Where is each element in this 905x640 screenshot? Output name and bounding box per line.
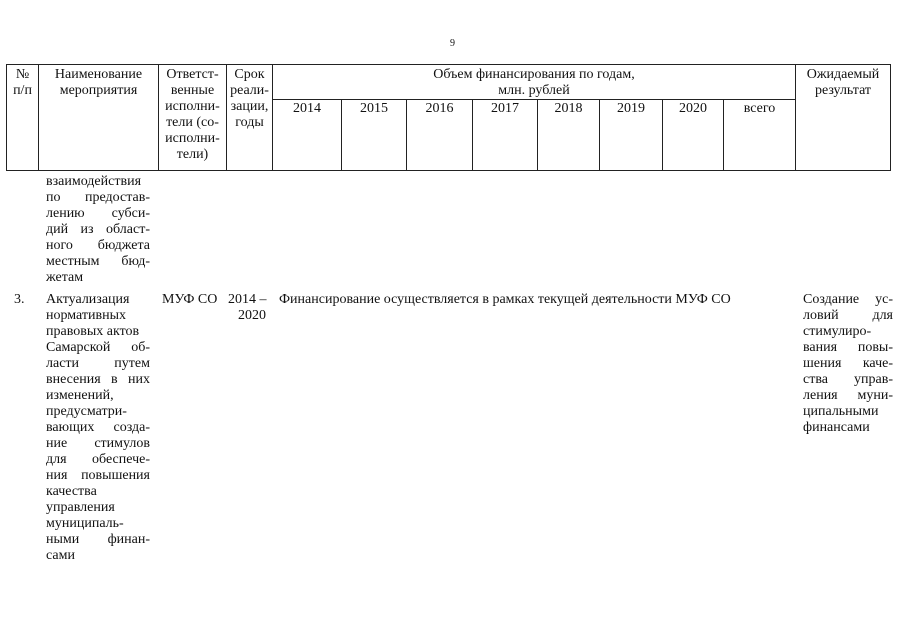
row-name	[46, 292, 150, 564]
header-responsible-line: Ответст-	[166, 67, 219, 82]
row-result-line: ства управ-	[803, 372, 893, 387]
row-name-line: для обеспече-	[46, 452, 150, 467]
continuation-line: по предостав-	[46, 190, 150, 205]
header-year: 2014	[293, 101, 321, 116]
header-year: 2015	[360, 101, 388, 116]
header-result-line: результат	[814, 83, 872, 98]
header-name-line: Наименование	[54, 67, 143, 82]
row-result-line: ловий для	[803, 308, 893, 323]
header-responsible-line: исполни-	[165, 99, 220, 114]
header-year: 2016	[425, 101, 454, 116]
row-result	[803, 292, 893, 436]
row-name-line: ными финан-	[46, 532, 150, 547]
header-number-line: п/п	[13, 83, 32, 98]
header-term	[227, 67, 272, 131]
row-result-line: ципальными	[803, 404, 879, 419]
row-result-line: шения каче-	[803, 356, 893, 371]
row-responsible: МУФ СО	[162, 292, 218, 307]
header-number	[7, 67, 38, 99]
row-name-line: Актуализация	[46, 292, 130, 307]
row-name-line: ласти путем	[46, 356, 150, 371]
row-name-line: предусматри-	[46, 404, 127, 419]
header-responsible	[159, 67, 226, 163]
header-funding-line: Объем финансирования по годам,	[433, 67, 635, 82]
row-name-line: вающих созда-	[46, 420, 150, 435]
row-name-line: Самарской об-	[46, 340, 150, 355]
continuation-line: ного бюджета	[46, 238, 150, 253]
row-name-line: изменений,	[46, 388, 114, 403]
row-name-line: сами	[46, 548, 75, 563]
row-result-line: стимулиро-	[803, 324, 872, 339]
header-year: 2019	[617, 101, 645, 116]
header-year: 2020	[679, 101, 707, 116]
row-name-line: качества	[46, 484, 97, 499]
row-name-line: ния повышения	[46, 468, 150, 483]
continuation-text	[46, 174, 150, 286]
row-term-line: 2020	[238, 308, 266, 323]
row-result-line: финансами	[803, 420, 870, 435]
row-name-line: нормативных	[46, 308, 127, 323]
row-number: 3.	[14, 292, 25, 307]
continuation-line: местным бюд-	[46, 254, 150, 269]
header-number-line: №	[15, 67, 30, 82]
header-name-line: мероприятия	[59, 83, 138, 98]
header-year: 2017	[491, 101, 519, 116]
row-result-line: Создание ус-	[803, 292, 893, 307]
header-year-total: всего	[743, 101, 776, 116]
row-result-line: ления муни-	[803, 388, 893, 403]
row-term	[228, 292, 274, 324]
header-result-line: Ожидаемый	[806, 67, 880, 82]
row-name-line: муниципаль-	[46, 516, 124, 531]
continuation-line: взаимодействия	[46, 174, 142, 189]
header-term-line: Срок	[234, 67, 265, 82]
header-term-line: реали-	[230, 83, 269, 98]
header-result	[796, 67, 890, 99]
row-result-line: вания повы-	[803, 340, 893, 355]
header-term-line: годы	[235, 115, 264, 130]
page-number: 9	[450, 38, 455, 49]
header-responsible-line: тели)	[176, 147, 209, 162]
header-funding	[273, 67, 795, 99]
header-name	[39, 67, 158, 99]
continuation-line: жетам	[46, 270, 84, 285]
row-name-line: правовых актов	[46, 324, 140, 339]
row-funding-text: Финансирование осуществляется в рамках текущей деятельности МУФ СО	[279, 292, 731, 307]
row-name-line: управления	[46, 500, 115, 515]
header-year: 2018	[554, 101, 583, 116]
header-responsible-line: тели (со-	[166, 115, 219, 130]
row-name-line: внесения в них	[46, 372, 150, 387]
header-responsible-line: венные	[170, 83, 215, 98]
continuation-line: дий из област-	[46, 222, 150, 237]
header-term-line: зации,	[230, 99, 269, 114]
continuation-line: лению субси-	[46, 206, 150, 221]
header-funding-line: млн. рублей	[498, 83, 570, 98]
row-term-line: 2014 –	[228, 292, 267, 307]
header-responsible-line: исполни-	[165, 131, 220, 146]
row-name-line: ние стимулов	[46, 436, 150, 451]
